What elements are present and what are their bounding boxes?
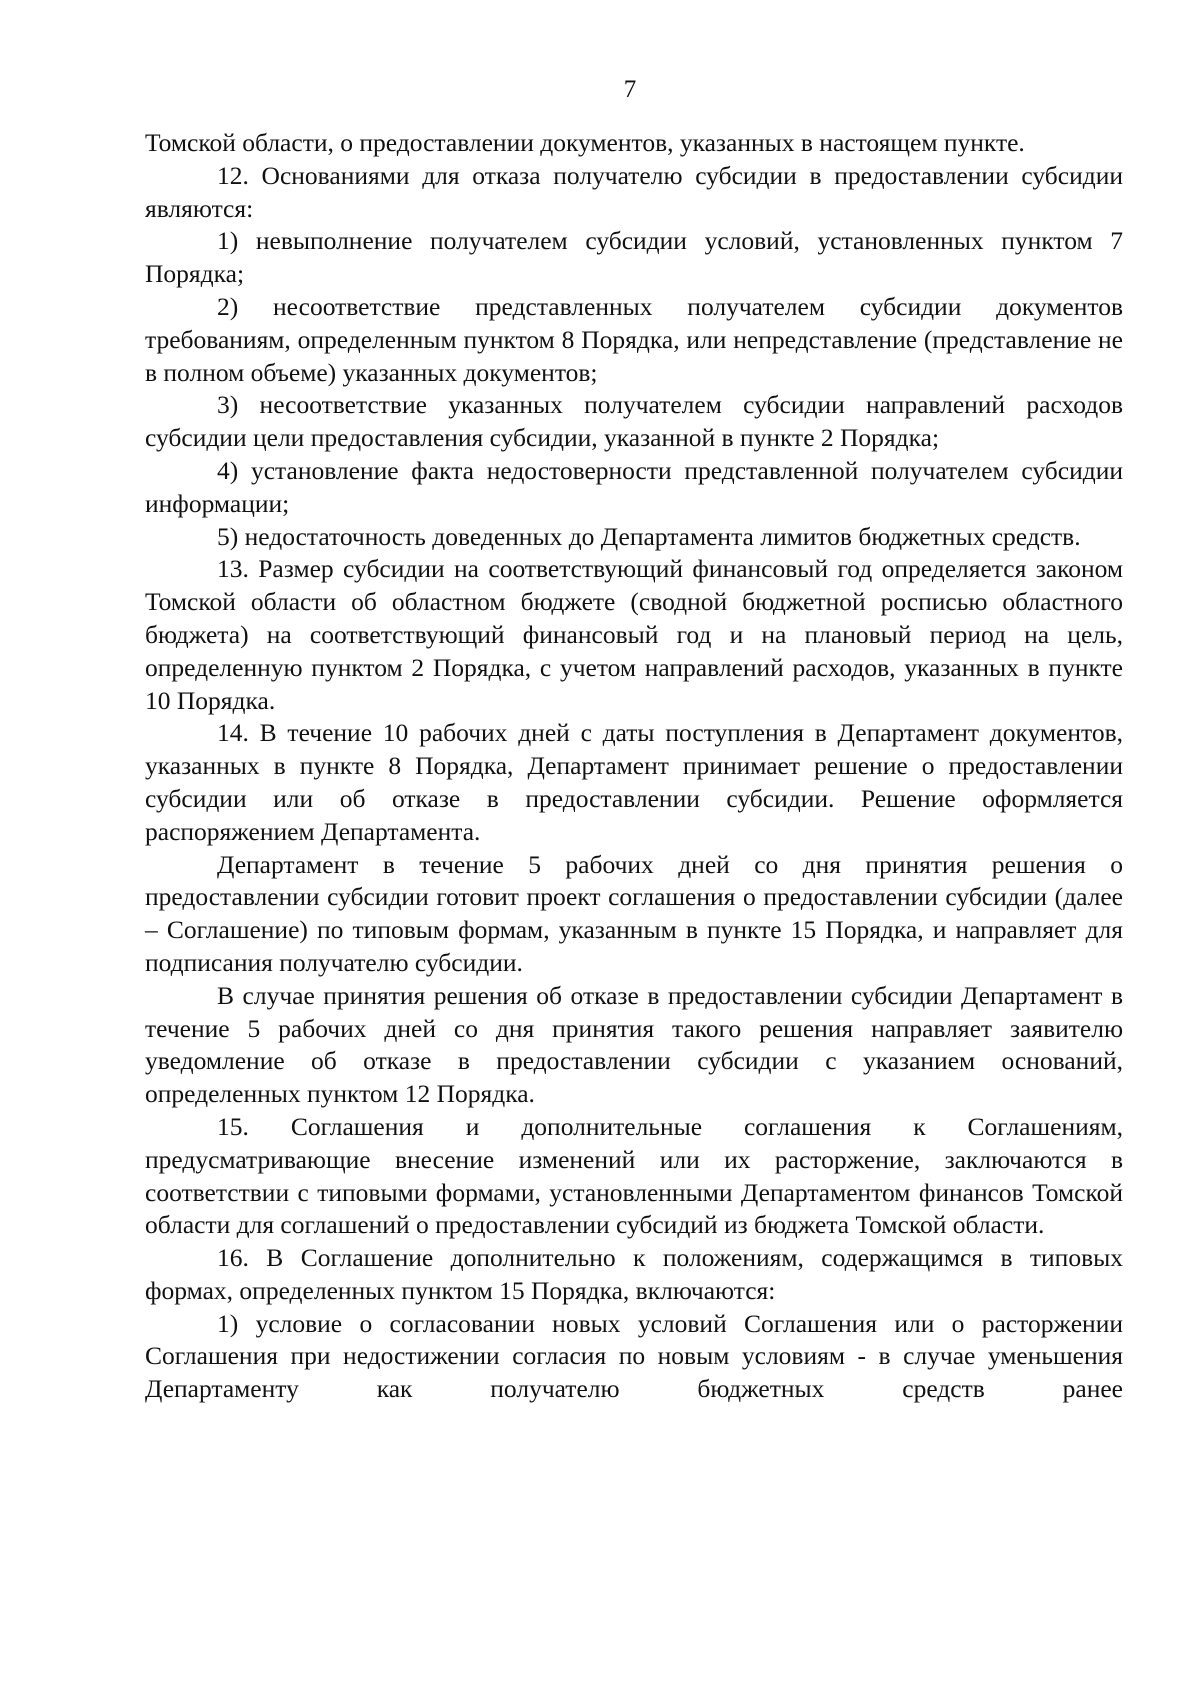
paragraph-subitem-12-5: 5) недостаточность доведенных до Департамента лимитов бюджетных средств. — [217, 521, 1081, 551]
document-body — [145, 127, 1123, 1406]
paragraph-continuation: Томской области, о предоставлении документов, указанных в настоящем пункте. — [145, 128, 1025, 157]
paragraph-item-12: 12. Основаниями для отказа получателю субсидии в предоставлении субсидии являются: — [145, 160, 1123, 223]
paragraph-item-14-part-2: Департамент в течение 5 рабочих дней со дня принятия решения о предоставлении субсидии готовит проект соглашения о предоставлении субсидии (далее – Соглашение) по типовым формам, указанным в пункте 15 Порядка, и направляет для подписания получателю субсидии. — [145, 849, 1123, 977]
page-number: 7 — [623, 76, 637, 103]
paragraph-subitem-12-4: 4) установление факта недостоверности представленной получателем субсидии информации; — [145, 455, 1123, 518]
paragraph-item-13: 13. Размер субсидии на соответствующий финансовый год определяется законом Томской области об областном бюджете (сводной бюджетной росписью областного бюджета) на соответствующий финансовый год и на плановый период на цель, определенную пунктом 2 Порядка, с учетом направлений расходов, указанных в пункте 10 Порядка. — [145, 554, 1123, 715]
paragraph-item-16: 16. В Соглашение дополнительно к положениям, содержащимся в типовых формах, определенных пунктом 15 Порядка, включаются: — [145, 1243, 1123, 1305]
paragraph-item-14: 14. В течение 10 рабочих дней с даты поступления в Департамент документов, указанных в пункте 8 Порядка, Департамент принимает решение о предоставлении субсидии или об отказе в предоставлении субсидии. Решение оформляется распоряжением Департамента. — [145, 718, 1123, 846]
paragraph-subitem-12-3: 3) несоответствие указанных получателем субсидии направлений расходов субсидии цели предоставления субсидии, указанной в пункте 2 Порядка; — [145, 390, 1123, 453]
paragraph-item-15: 15. Соглашения и дополнительные соглашения к Соглашениям, предусматривающие внесение изменений или их расторжение, заключаются в соответствии с типовыми формами, установленными Департаментом финансов Томской области для соглашений о предоставлении субсидий из бюджета Томской области. — [145, 1111, 1123, 1240]
paragraph-item-14-part-3: В случае принятия решения об отказе в предоставлении субсидии Департамент в течение 5 рабочих дней со дня принятия такого решения направляет заявителю уведомление об отказе в предоставлении субсидии с указанием оснований, определенных пунктом 12 Порядка. — [145, 980, 1123, 1109]
paragraph-subitem-12-1: 1) невыполнение получателем субсидии условий, установленных пунктом 7 Порядка; — [145, 226, 1123, 289]
paragraph-subitem-12-2: 2) несоответствие представленных получателем субсидии документов требованиям, определенным пунктом 8 Порядка, или непредставление (представление не в полном объеме) указанных документов; — [145, 291, 1123, 387]
paragraph-subitem-16-1: 1) условие о согласовании новых условий Соглашения или о расторжении Соглашения при недостижении согласия по новым условиям - в случае уменьшения Департаменту как получателю бюджетных средств ранее — [145, 1308, 1123, 1404]
